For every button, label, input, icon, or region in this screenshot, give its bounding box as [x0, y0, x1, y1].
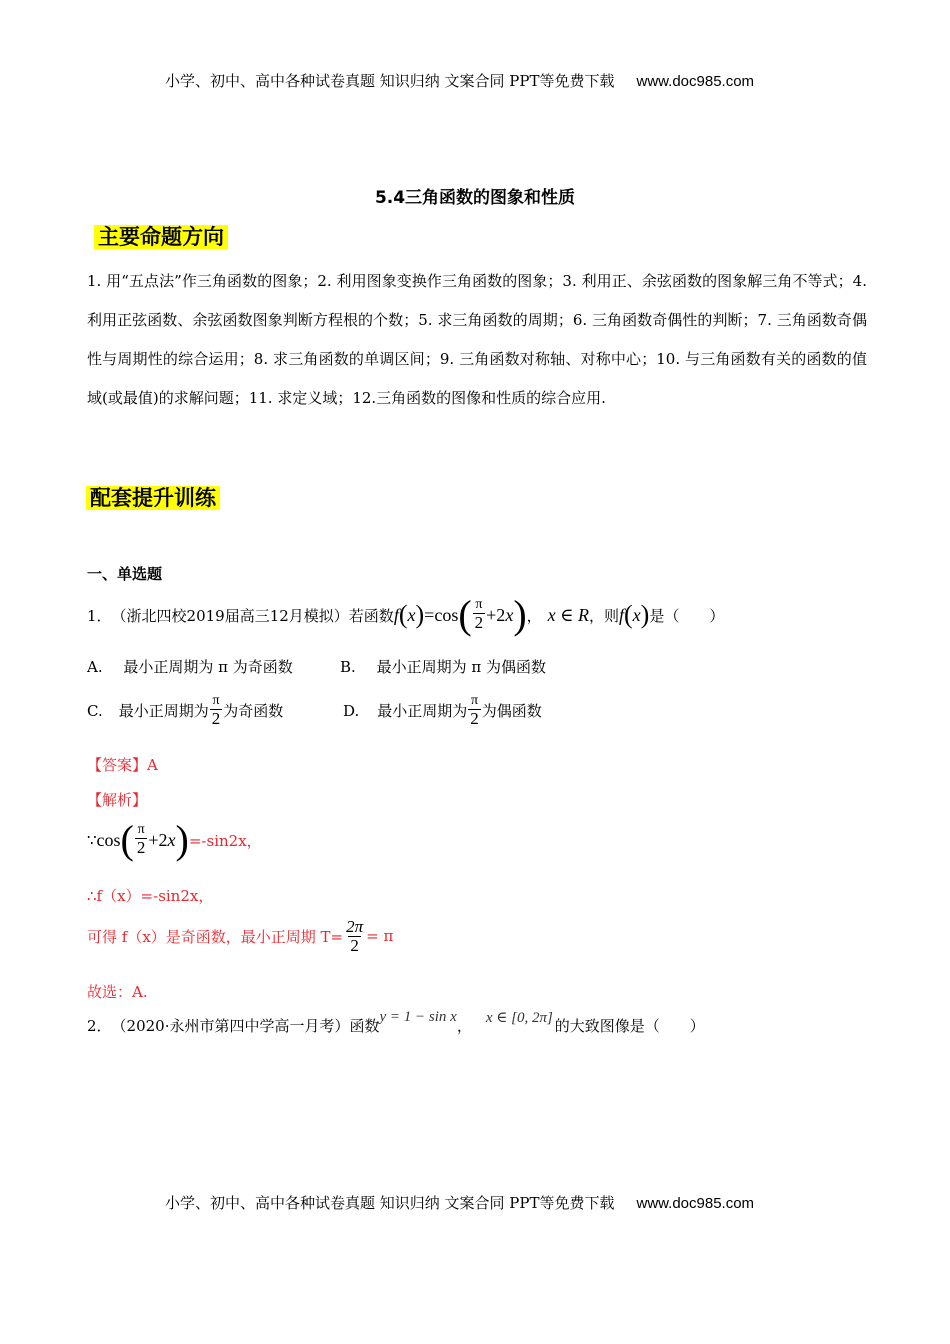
- header-site-link[interactable]: www.doc985.com: [636, 73, 755, 90]
- because-symbol: ∵: [87, 831, 97, 849]
- option-c[interactable]: [87, 694, 283, 728]
- footer-site-link[interactable]: www.doc985.com: [636, 1195, 755, 1212]
- option-text: 为奇函数: [223, 702, 284, 721]
- fraction-pi-over-2: $\frac{\pi}{2}$: [474, 597, 484, 632]
- analysis-label: 【解析】: [87, 791, 148, 809]
- question-number: 1．: [87, 606, 112, 625]
- var-x: x: [167, 829, 176, 850]
- var-x: x: [407, 604, 416, 625]
- plus-2: +2: [148, 829, 168, 850]
- plus-2: +2: [486, 604, 506, 625]
- header-text: 小学、初中、高中各种试卷真题 知识归纳 文案合同 PPT等免费下载: [165, 72, 615, 90]
- option-text: 最小正周期为 π 为奇函数: [123, 658, 293, 676]
- analysis-step-3: [87, 918, 393, 955]
- equals-cos: =cos: [424, 604, 459, 625]
- subheading-single-choice: 一、单选题: [87, 565, 163, 583]
- answer-label: 【答案】A: [87, 756, 158, 774]
- option-label: B.: [340, 658, 356, 676]
- section-heading-training: [86, 482, 220, 512]
- option-text: 最小正周期为: [118, 702, 209, 721]
- fraction-pi-over-2: $\frac{\pi}{2}$: [470, 693, 479, 728]
- question-1-stem: 1． （浙北四校2019届高三12月模拟）若函数 f ( x ) =cos ( $\frac{\pi}{2}$ +2 x ) ， x ∈ R ，则 f ( x ) 是（ ）: [87, 592, 725, 637]
- page-header: [165, 70, 754, 91]
- section-heading-text: 主要命题方向: [94, 225, 228, 249]
- cos-text: cos: [96, 829, 121, 850]
- fraction-pi-over-2: $\frac{\pi}{2}$: [136, 822, 146, 857]
- question-source: （2020·永州市第四中学高一月考）函数: [111, 1017, 380, 1035]
- step-1-result: =-sin2x，: [188, 831, 262, 850]
- section-body-directions: 1. 用“五点法”作三角函数的图象；2. 利用图象变换作三角函数的图象；3. 利用正、余弦函数的图象解三角不等式；4. 利用正弦函数、余弦函数图象判断方程根的个数；5. 求三角函数的周期；6. 三角函数奇偶性的判断；7. 三角函数奇偶性与周期性的综合运用；8. 求三角函数的单调区间；9. 三角函数对称轴、对称中心；10. 与三角函数有关的函数的值域(或最值)的求解问题；11. 求定义域；12.三角函数的图像和性质的综合应用.: [87, 272, 867, 407]
- var-x: x: [632, 604, 641, 625]
- option-text: 最小正周期为 π 为偶函数: [376, 658, 546, 676]
- domain-x-in-r: x ∈ R: [547, 604, 589, 625]
- option-label: A.: [87, 658, 103, 676]
- option-label: D.: [343, 701, 360, 720]
- analysis-step-4: 故选：A.: [87, 983, 148, 1001]
- comma: ，: [456, 1017, 472, 1035]
- option-text: 最小正周期为: [377, 702, 468, 721]
- option-label: C.: [87, 701, 103, 720]
- page-footer: [165, 1192, 754, 1213]
- step-3-text: 可得 f（x）是奇函数，最小正周期 T=: [87, 927, 344, 946]
- option-a[interactable]: [87, 656, 293, 677]
- question-tail: 的大致图像是（ ）: [554, 1017, 705, 1035]
- option-d[interactable]: [343, 694, 542, 728]
- analysis-step-1: ∵ cos ( $\frac{\pi}{2}$ +2 x ) =-sin2x，: [87, 817, 262, 862]
- text-then: ，则: [588, 606, 619, 625]
- section-heading-text: 配套提升训练: [86, 486, 220, 510]
- question-2-stem: [87, 1009, 705, 1036]
- fraction-2pi-over-2: $\frac{2\pi}{2}$: [346, 917, 364, 955]
- page-title: 5.4三角函数的图象和性质: [374, 188, 576, 208]
- function-name: f: [393, 604, 399, 625]
- footer-text: 小学、初中、高中各种试卷真题 知识归纳 文案合同 PPT等免费下载: [165, 1194, 615, 1212]
- function-expression: y = 1 − sin x: [379, 1009, 457, 1025]
- analysis-step-2: [87, 885, 213, 906]
- domain-expression: x ∈ [0, 2π]: [485, 1010, 553, 1026]
- step-3-result: = π: [366, 927, 394, 946]
- option-b[interactable]: [340, 656, 546, 677]
- text-is: 是（ ）: [649, 606, 725, 625]
- option-text: 为偶函数: [481, 702, 542, 721]
- var-x: x: [505, 604, 514, 625]
- question-number: 2．: [87, 1017, 112, 1035]
- question-source: （浙北四校2019届高三12月模拟）若函数: [111, 606, 394, 625]
- step-2-text: ∴f（x）=-sin2x，: [87, 887, 214, 905]
- section-heading-main-directions: [94, 221, 228, 251]
- fraction-pi-over-2: $\frac{\pi}{2}$: [211, 693, 221, 728]
- function-name: f: [618, 604, 624, 625]
